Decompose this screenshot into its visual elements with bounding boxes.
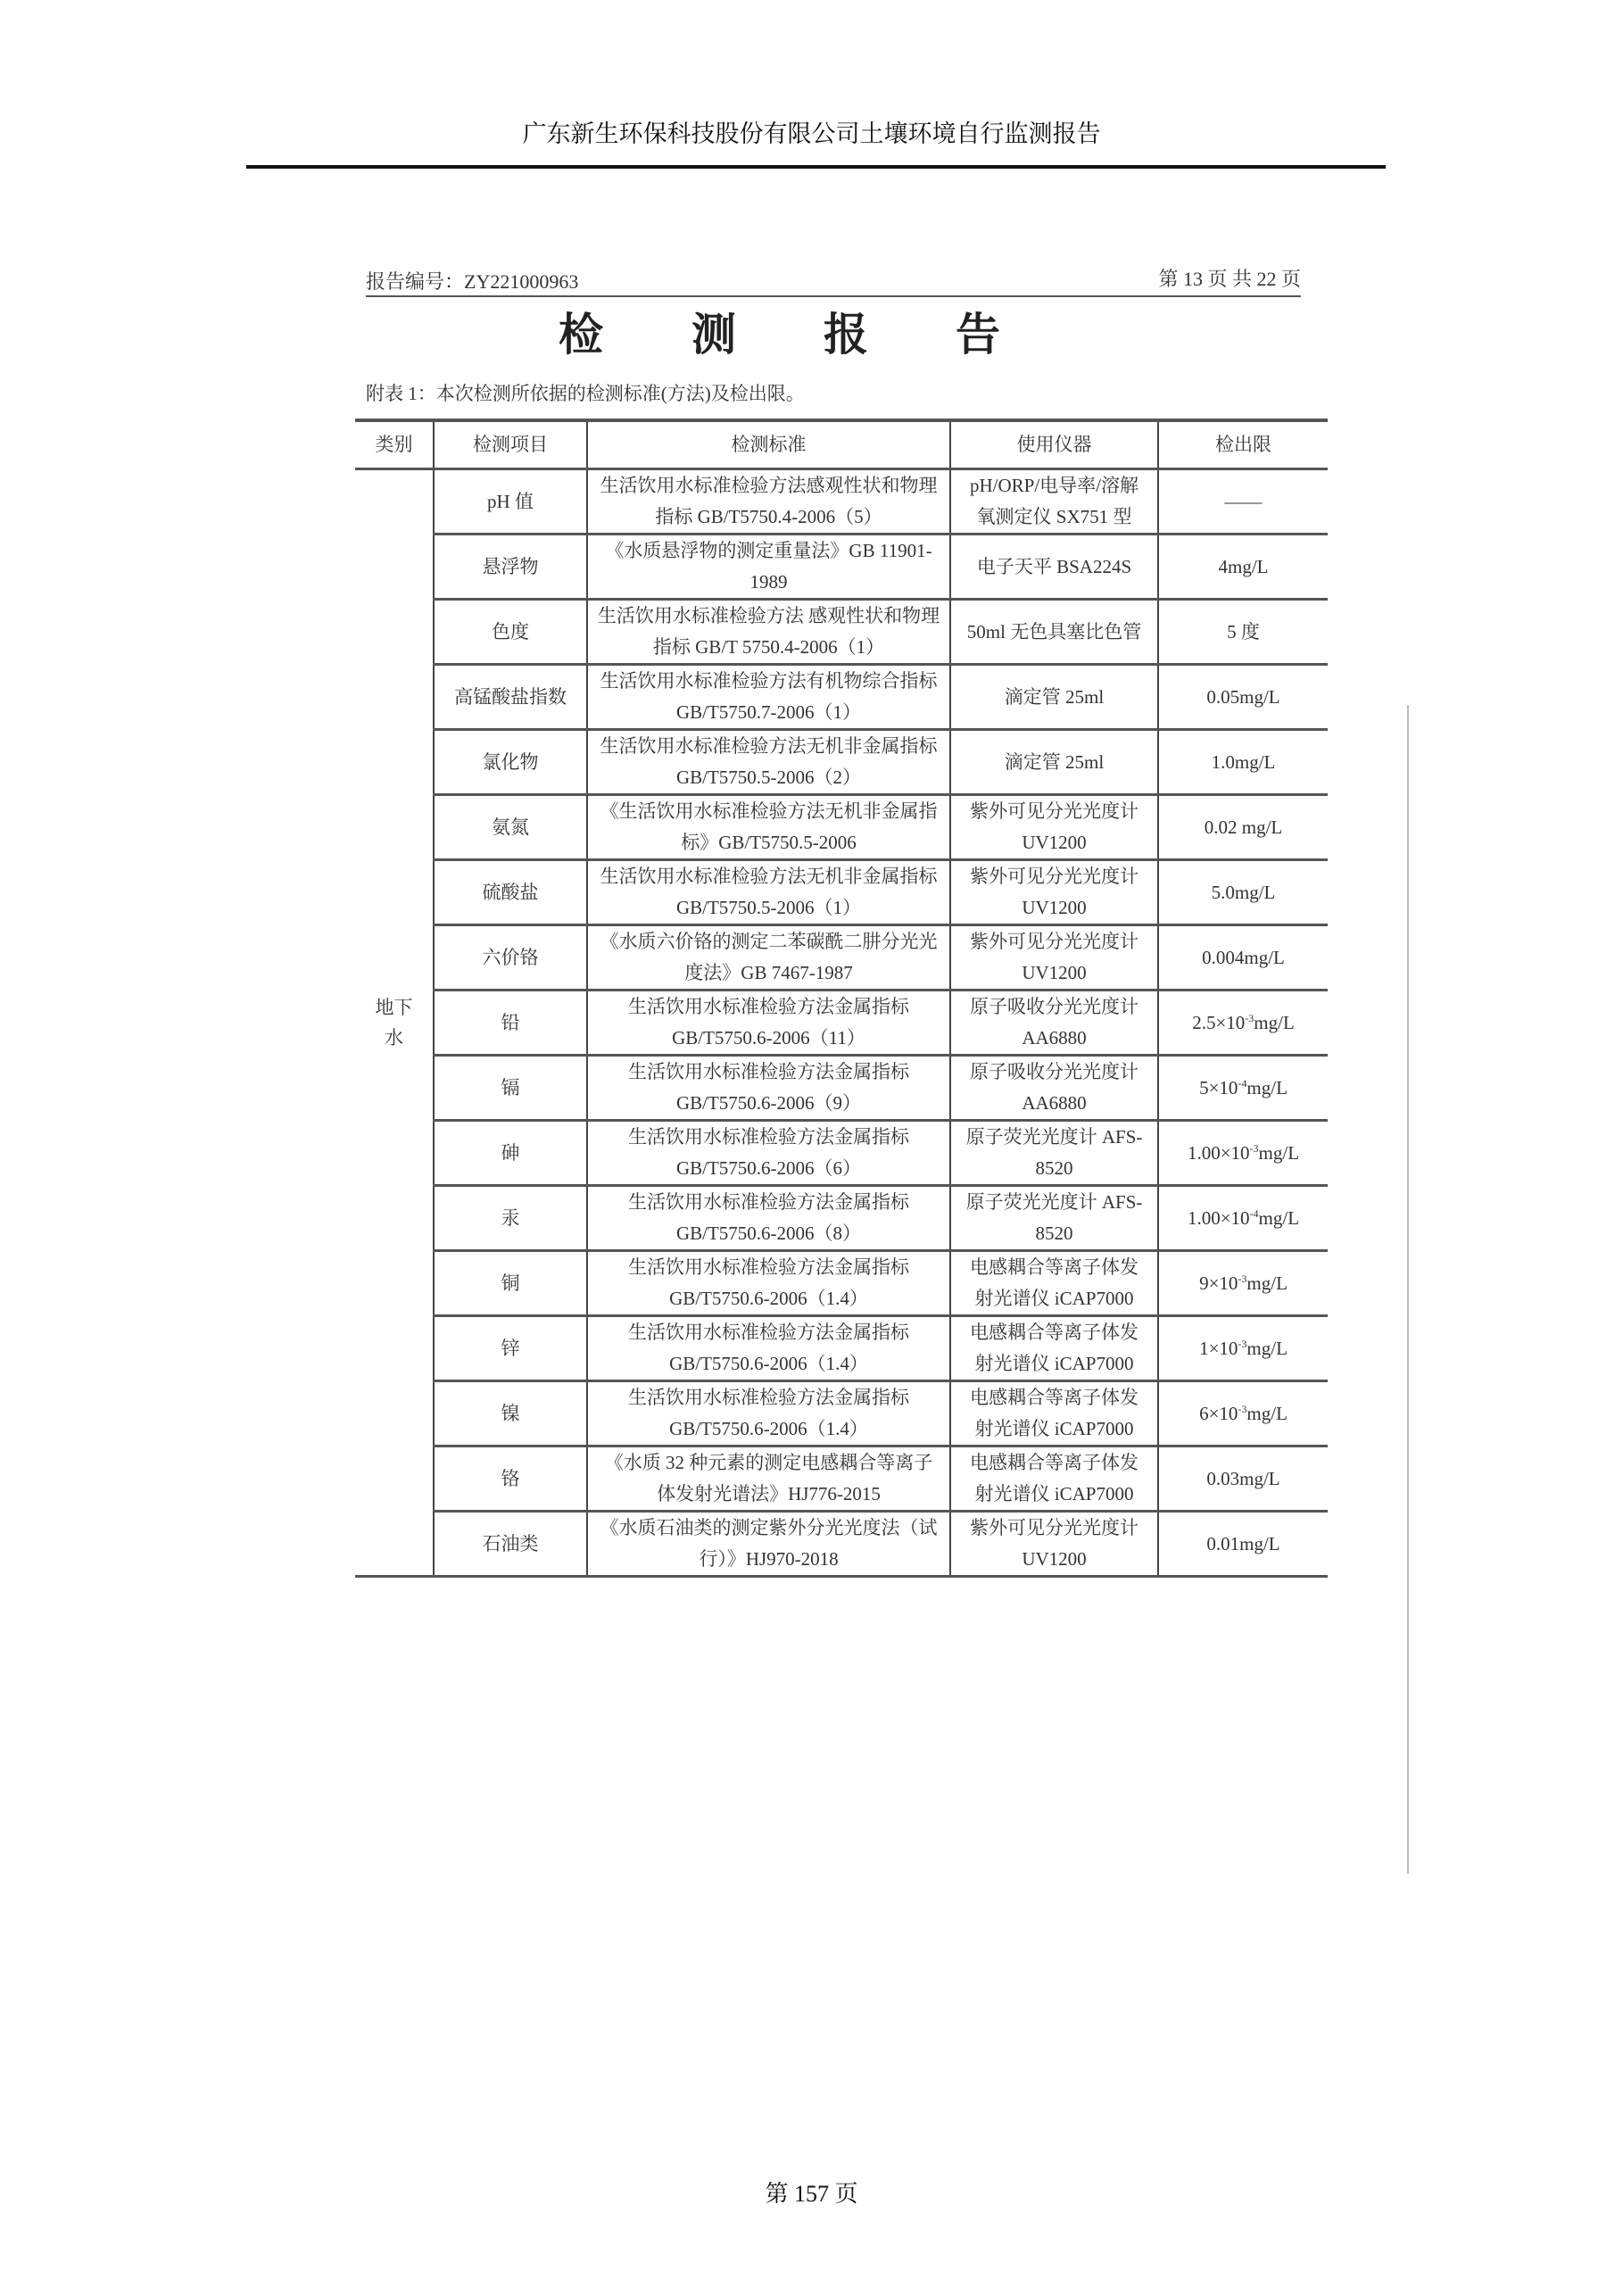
instrument-cell: 紫外可见分光光度计 UV1200 <box>950 925 1158 991</box>
standard-cell: 生活饮用水标准检验方法有机物综合指标 GB/T5750.7-2006（1） <box>587 665 950 730</box>
limit-base: 9×10 <box>1199 1272 1238 1294</box>
limit-cell <box>1158 1316 1328 1381</box>
limit-base: 1.00×10 <box>1187 1141 1250 1164</box>
item-cell: 砷 <box>434 1121 587 1186</box>
item-cell: 铜 <box>434 1251 587 1316</box>
instrument-cell: 电感耦合等离子体发射光谱仪 iCAP7000 <box>950 1381 1158 1446</box>
item-cell: 锌 <box>434 1316 587 1381</box>
limit-unit: mg/L <box>1246 1272 1288 1294</box>
item-cell: 铅 <box>434 991 587 1056</box>
limit-cell: 0.01mg/L <box>1158 1512 1328 1577</box>
title-char: 报 <box>824 308 868 361</box>
page-of-total: 第 13 页 共 22 页 <box>1158 268 1301 290</box>
limit-exponent: -3 <box>1238 1337 1247 1350</box>
standard-cell: 《水质六价铬的测定二苯碳酰二肼分光光度法》GB 7467-1987 <box>587 925 950 991</box>
category-cell <box>355 469 434 1577</box>
limit-unit: mg/L <box>1246 1076 1288 1098</box>
table-row <box>355 600 1328 665</box>
table-row <box>355 925 1328 991</box>
instrument-cell: 原子荧光光度计 AFS-8520 <box>950 1121 1158 1186</box>
instrument-cell: 紫外可见分光光度计 UV1200 <box>950 1512 1158 1577</box>
table-row <box>355 730 1328 795</box>
item-cell: 悬浮物 <box>434 535 587 600</box>
standards-table <box>355 419 1328 1578</box>
standard-cell: 生活饮用水标准检验方法金属指标 GB/T5750.6-2006（9） <box>587 1056 950 1121</box>
limit-cell: 0.02 mg/L <box>1158 795 1328 860</box>
limit-cell <box>1158 1251 1328 1316</box>
limit-exponent: -4 <box>1249 1206 1259 1220</box>
table-row <box>355 1186 1328 1251</box>
standard-cell: 生活饮用水标准检验方法无机非金属指标 GB/T5750.5-2006（1） <box>587 860 950 925</box>
item-cell: 镉 <box>434 1056 587 1121</box>
standard-cell: 《生活饮用水标准检验方法无机非金属指标》GB/T5750.5-2006 <box>587 795 950 860</box>
limit-exponent: -3 <box>1249 1141 1259 1155</box>
limit-cell <box>1158 1186 1328 1251</box>
instrument-cell: 紫外可见分光光度计 UV1200 <box>950 860 1158 925</box>
item-cell: 镍 <box>434 1381 587 1446</box>
limit-unit: mg/L <box>1254 1011 1295 1033</box>
item-cell: 铬 <box>434 1446 587 1512</box>
limit-unit: mg/L <box>1258 1141 1300 1164</box>
limit-cell <box>1158 991 1328 1056</box>
standard-cell: 生活饮用水标准检验方法无机非金属指标 GB/T5750.5-2006（2） <box>587 730 950 795</box>
instrument-cell: 原子吸收分光光度计 AA6880 <box>950 991 1158 1056</box>
table-row <box>355 1251 1328 1316</box>
limit-exponent: -3 <box>1238 1402 1247 1415</box>
scan-artifact-line <box>1407 705 1409 1874</box>
report-header-rule <box>366 295 1301 297</box>
instrument-cell: 原子吸收分光光度计 AA6880 <box>950 1056 1158 1121</box>
limit-base: 5×10 <box>1199 1076 1238 1098</box>
header-item: 检测项目 <box>434 420 587 469</box>
instrument-cell: 滴定管 25ml <box>950 665 1158 730</box>
table-row <box>355 795 1328 860</box>
instrument-cell: pH/ORP/电导率/溶解氧测定仪 SX751 型 <box>950 469 1158 535</box>
instrument-cell: 电感耦合等离子体发射光谱仪 iCAP7000 <box>950 1251 1158 1316</box>
table-header-row <box>355 420 1328 469</box>
limit-cell <box>1158 1381 1328 1446</box>
item-cell: 氨氮 <box>434 795 587 860</box>
instrument-cell: 原子荧光光度计 AFS-8520 <box>950 1186 1158 1251</box>
header-limit: 检出限 <box>1158 420 1328 469</box>
standard-cell: 生活饮用水标准检验方法金属指标 GB/T5750.6-2006（1.4） <box>587 1316 950 1381</box>
limit-exponent: -3 <box>1245 1011 1255 1024</box>
standard-cell: 生活饮用水标准检验方法金属指标 GB/T5750.6-2006（6） <box>587 1121 950 1186</box>
limit-unit: mg/L <box>1246 1337 1288 1359</box>
limit-base: 1×10 <box>1199 1337 1238 1359</box>
standard-cell: 生活饮用水标准检验方法金属指标 GB/T5750.6-2006（8） <box>587 1186 950 1251</box>
header-rule <box>246 165 1386 169</box>
standard-cell: 生活饮用水标准检验方法金属指标 GB/T5750.6-2006（1.4） <box>587 1381 950 1446</box>
table-row <box>355 991 1328 1056</box>
limit-cell: —— <box>1158 469 1328 535</box>
limit-cell <box>1158 1056 1328 1121</box>
item-cell: 氯化物 <box>434 730 587 795</box>
instrument-cell: 电感耦合等离子体发射光谱仪 iCAP7000 <box>950 1316 1158 1381</box>
limit-unit: mg/L <box>1246 1402 1288 1424</box>
limit-cell: 0.05mg/L <box>1158 665 1328 730</box>
standard-cell: 《水质悬浮物的测定重量法》GB 11901-1989 <box>587 535 950 600</box>
header-category: 类别 <box>355 420 434 469</box>
table-row <box>355 665 1328 730</box>
standard-cell: 《水质石油类的测定紫外分光光度法（试行）》HJ970-2018 <box>587 1512 950 1577</box>
title-char: 告 <box>956 308 1000 361</box>
limit-cell: 0.004mg/L <box>1158 925 1328 991</box>
report-number: 报告编号：ZY221000963 <box>366 270 579 293</box>
table-row <box>355 535 1328 600</box>
instrument-cell: 滴定管 25ml <box>950 730 1158 795</box>
title-char: 检 <box>559 308 603 361</box>
table-row <box>355 1512 1328 1577</box>
limit-base: 2.5×10 <box>1192 1011 1246 1033</box>
table-caption: 附表 1：本次检测所依据的检测标准(方法)及检出限。 <box>366 383 805 404</box>
table-row <box>355 1446 1328 1512</box>
limit-base: 6×10 <box>1199 1402 1238 1424</box>
standard-cell: 《水质 32 种元素的测定电感耦合等离子体发射光谱法》HJ776-2015 <box>587 1446 950 1512</box>
limit-cell: 4mg/L <box>1158 535 1328 600</box>
item-cell: 汞 <box>434 1186 587 1251</box>
limit-cell: 5.0mg/L <box>1158 860 1328 925</box>
limit-cell: 1.0mg/L <box>1158 730 1328 795</box>
page-number-footer: 第 157 页 <box>765 2181 858 2207</box>
document-title <box>0 299 1623 361</box>
table-row <box>355 1316 1328 1381</box>
standard-cell: 生活饮用水标准检验方法感观性状和物理指标 GB/T5750.4-2006（5） <box>587 469 950 535</box>
table-row <box>355 860 1328 925</box>
limit-unit: mg/L <box>1258 1206 1300 1229</box>
table-row <box>355 469 1328 535</box>
limit-cell: 5 度 <box>1158 600 1328 665</box>
instrument-cell: 紫外可见分光光度计 UV1200 <box>950 795 1158 860</box>
limit-cell: 0.03mg/L <box>1158 1446 1328 1512</box>
table-row <box>355 1381 1328 1446</box>
table-row <box>355 1056 1328 1121</box>
title-char: 测 <box>691 308 736 361</box>
standard-cell: 生活饮用水标准检验方法金属指标 GB/T5750.6-2006（11） <box>587 991 950 1056</box>
header-standard: 检测标准 <box>587 420 950 469</box>
limit-cell <box>1158 1121 1328 1186</box>
item-cell: 色度 <box>434 600 587 665</box>
standard-cell: 生活饮用水标准检验方法金属指标 GB/T5750.6-2006（1.4） <box>587 1251 950 1316</box>
item-cell: 六价铬 <box>434 925 587 991</box>
running-header: 广东新生环保科技股份有限公司土壤环境自行监测报告 <box>522 120 1101 148</box>
item-cell: 高锰酸盐指数 <box>434 665 587 730</box>
header-instrument: 使用仪器 <box>950 420 1158 469</box>
item-cell: pH 值 <box>434 469 587 535</box>
limit-base: 1.00×10 <box>1187 1206 1250 1229</box>
standard-cell: 生活饮用水标准检验方法 感观性状和物理指标 GB/T 5750.4-2006（1） <box>587 600 950 665</box>
instrument-cell: 电子天平 BSA224S <box>950 535 1158 600</box>
item-cell: 硫酸盐 <box>434 860 587 925</box>
limit-exponent: -3 <box>1238 1272 1247 1285</box>
instrument-cell: 电感耦合等离子体发射光谱仪 iCAP7000 <box>950 1446 1158 1512</box>
table-row <box>355 1121 1328 1186</box>
category-label: 地下水 <box>375 997 413 1049</box>
limit-exponent: -4 <box>1238 1076 1247 1090</box>
instrument-cell: 50ml 无色具塞比色管 <box>950 600 1158 665</box>
item-cell: 石油类 <box>434 1512 587 1577</box>
